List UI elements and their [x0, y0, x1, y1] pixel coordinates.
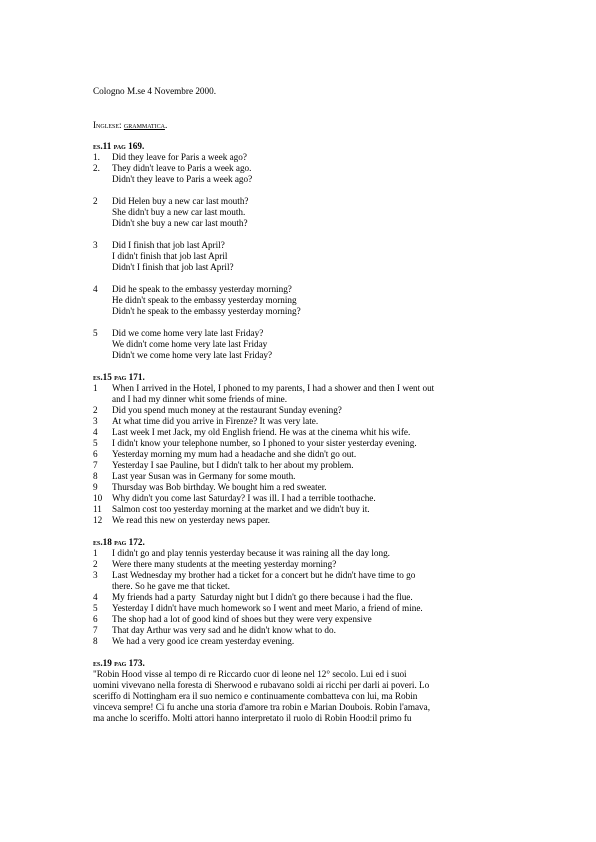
item-line: I didn't finish that job last April	[112, 251, 228, 261]
exercise-11-title	[93, 141, 144, 152]
item-line: I didn't go and play tennis yesterday because it was raining all the day long.	[112, 548, 390, 558]
item-number: 10	[93, 493, 103, 503]
item-number: 1	[93, 548, 98, 558]
item-number: 12	[93, 515, 103, 525]
title-num: 18	[102, 537, 115, 547]
item-line: They didn't leave to Paris a week ago.	[112, 163, 252, 173]
item-line: Didn't I finish that job last April?	[112, 262, 234, 272]
item-line: Did you spend much money at the restaurant Sunday evening?	[112, 405, 342, 415]
title-num: 11	[102, 141, 114, 151]
title-page: 169.	[125, 141, 145, 151]
item-line: Didn't she buy a new car last mouth?	[112, 218, 248, 228]
item-number: 2	[93, 559, 98, 569]
item-number: 3	[93, 240, 98, 250]
item-number: 4	[93, 592, 98, 602]
title-es: es.	[93, 141, 103, 151]
title-pag: pag	[113, 141, 126, 151]
item-number: 6	[93, 449, 98, 459]
item-line: Did they leave for Paris a week ago?	[112, 152, 247, 162]
item-line: At what time did you arrive in Firenze? It was very late.	[112, 416, 319, 426]
item-line: He didn't speak to the embassy yesterday morning	[112, 295, 297, 305]
paragraph-line: sceriffo di Nottingham era il suo nemico e continuamente combatteva con lui, ma Robin	[93, 691, 418, 701]
item-line: When I arrived in the Hotel, I phoned to my parents, I had a shower and then I went out	[112, 383, 435, 393]
item-number: 3	[93, 416, 98, 426]
item-line: That day Arthur was very sad and he didn't know what to do.	[112, 625, 336, 635]
item-line: She didn't buy a new car last mouth.	[112, 207, 246, 217]
item-number: 4	[93, 284, 98, 294]
item-number: 5	[93, 603, 98, 613]
subject-prefix: Inglese:	[93, 120, 124, 130]
item-line: We read this new on yesterday news paper.	[112, 515, 270, 525]
item-number: 2	[93, 405, 98, 415]
title-pag: pag	[114, 372, 127, 382]
item-line: Did he speak to the embassy yesterday morning?	[112, 284, 292, 294]
paragraph-line: vinceva sempre! Ci fu anche una storia d'amore tra robin e Marian Doubois. Robin l'amava,	[93, 702, 431, 712]
document-date: Cologno M.se 4 Novembre 2000.	[93, 86, 216, 96]
document-subject	[93, 120, 167, 131]
title-num: 15	[102, 372, 115, 382]
exercise-15-title	[93, 372, 145, 383]
title-page: 171.	[126, 372, 145, 382]
item-line: Last week I met Jack, my old English friend. He was at the cinema whit his wife.	[112, 427, 411, 437]
item-number: 1.	[93, 152, 100, 162]
exercise-19-title	[93, 658, 145, 669]
item-line: Didn't we come home very late last Friday?	[112, 350, 273, 360]
item-line: and I had my dinner whit some friends of mine.	[112, 394, 288, 404]
item-line: Last year Susan was in Germany for some mouth.	[112, 471, 296, 481]
item-number: 11	[93, 504, 102, 514]
item-line: Did Helen buy a new car last mouth?	[112, 196, 249, 206]
item-line: My friends had a party Saturday night but I didn't go there because i had the flue.	[112, 592, 413, 602]
item-number: 5	[93, 328, 98, 338]
item-line: We had a very good ice cream yesterday evening.	[112, 636, 295, 646]
item-line: Thursday was Bob birthday. We bought him a red sweater.	[112, 482, 327, 492]
item-number: 6	[93, 614, 98, 624]
item-line: Why didn't you come last Saturday? I was ill. I had a terrible toothache.	[112, 493, 376, 503]
item-number: 4	[93, 427, 98, 437]
item-line: Last Wednesday my brother had a ticket for a concert but he didn't have time to go	[112, 570, 416, 580]
title-pag: pag	[114, 537, 127, 547]
item-number: 8	[93, 636, 98, 646]
title-pag: pag	[114, 658, 127, 668]
item-number: 1	[93, 383, 98, 393]
title-es: es.	[93, 658, 103, 668]
item-number: 7	[93, 460, 98, 470]
paragraph-line: ma anche lo sceriffo. Molti attori hanno interpretato il ruolo di Robin Hood:il primo fu	[93, 713, 412, 723]
item-line: Yesterday I sae Pauline, but I didn't talk to her about my problem.	[112, 460, 354, 470]
title-page: 173.	[126, 658, 145, 668]
subject-suffix: .	[164, 120, 168, 130]
title-num: 19	[102, 658, 115, 668]
item-line: Were there many students at the meeting yesterday morning?	[112, 559, 337, 569]
item-line: there. So he gave me that ticket.	[112, 581, 230, 591]
item-line: Did I finish that job last April?	[112, 240, 225, 250]
title-es: es.	[93, 537, 103, 547]
item-line: Did we come home very late last Friday?	[112, 328, 264, 338]
item-line: The shop had a lot of good kind of shoes but they were very expensive	[112, 614, 372, 624]
item-line: Didn't they leave to Paris a week ago?	[112, 174, 253, 184]
paragraph-line: uomini vivevano nella foresta di Sherwood e rubavano soldi ai ricchi per darli ai poveri. Lo	[93, 680, 430, 690]
item-number: 7	[93, 625, 98, 635]
item-number: 2	[93, 196, 98, 206]
title-es: es.	[93, 372, 103, 382]
item-number: 9	[93, 482, 98, 492]
item-line: Yesterday morning my mum had a headache and she didn't go out.	[112, 449, 357, 459]
item-line: Yesterday I didn't have much homework so I went and meet Mario, a friend of mine.	[112, 603, 423, 613]
item-line: I didn't know your telephone number, so I phoned to your sister yesterday evening.	[112, 438, 417, 448]
subject-underlined: grammatica	[123, 120, 165, 130]
exercise-18-title	[93, 537, 145, 548]
item-number: 3	[93, 570, 98, 580]
item-number: 5	[93, 438, 98, 448]
paragraph-line: "Robin Hood visse al tempo di re Riccardo cuor di leone nel 12° secolo. Lui ed i suoi	[93, 669, 407, 679]
item-line: Salmon cost too yesterday morning at the market and we didn't buy it.	[112, 504, 370, 514]
item-line: We didn't come home very late last Friday	[112, 339, 268, 349]
item-number: 8	[93, 471, 98, 481]
item-line: Didn't he speak to the embassy yesterday morning?	[112, 306, 301, 316]
item-number: 2.	[93, 163, 100, 173]
title-page: 172.	[126, 537, 145, 547]
